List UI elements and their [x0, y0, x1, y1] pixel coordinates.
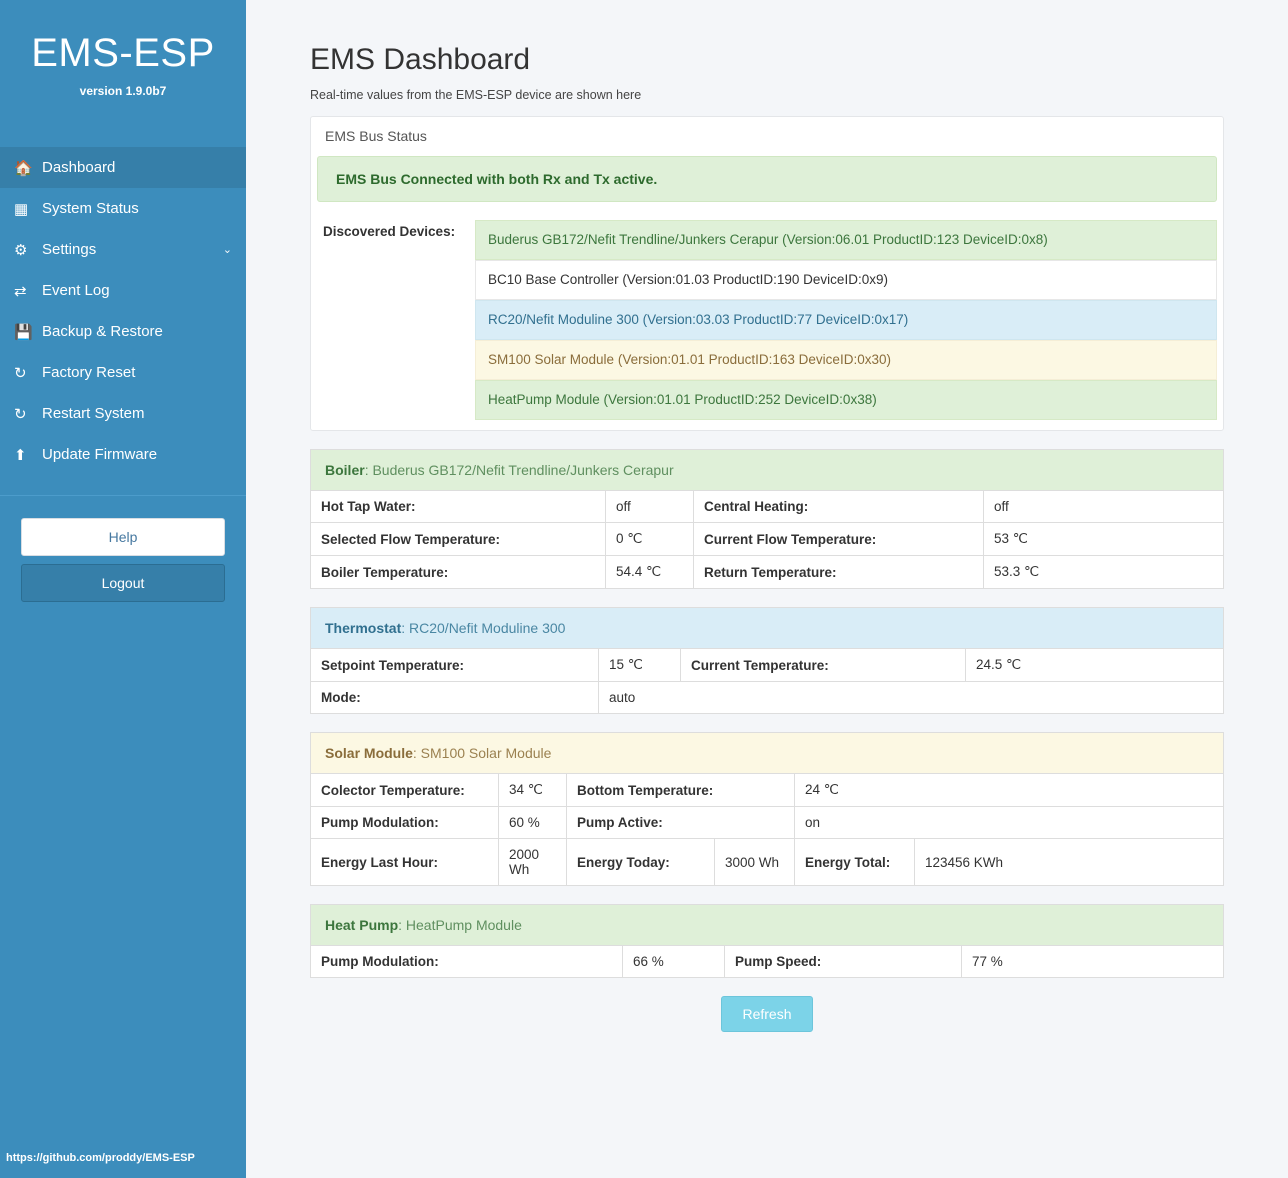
row-value: 2000 Wh: [499, 839, 567, 886]
table-row: [311, 774, 1224, 807]
sidebar-item-label: Factory Reset: [42, 364, 136, 381]
refresh-row: [310, 996, 1224, 1032]
sidebar-item-system-status[interactable]: [0, 188, 246, 229]
sidebar-item-label: System Status: [42, 200, 139, 217]
exchange-icon: ⇄: [14, 282, 27, 300]
list-item: BC10 Base Controller (Version:01.03 ProductID:190 DeviceID:0x9): [475, 260, 1217, 300]
section-title: Solar Module: [325, 745, 413, 761]
row-value: off: [984, 491, 1224, 523]
table-row: [311, 839, 1224, 886]
row-value: 60 %: [499, 807, 567, 839]
refresh-button[interactable]: Refresh: [721, 996, 812, 1032]
row-value: 77 %: [962, 946, 1224, 978]
sidebar-item-label: Settings: [42, 241, 97, 258]
sidebar-item-event-log[interactable]: [0, 270, 246, 311]
list-item: SM100 Solar Module (Version:01.01 ProductID:163 DeviceID:0x30): [475, 340, 1217, 380]
sidebar-button-stack: [0, 496, 246, 602]
row-value: off: [606, 491, 694, 523]
save-icon: 💾: [14, 323, 33, 341]
row-label: Boiler Temperature:: [311, 556, 606, 589]
row-label: Bottom Temperature:: [567, 774, 795, 807]
row-label: Energy Last Hour:: [311, 839, 499, 886]
row-label: Mode:: [311, 682, 599, 714]
solar-module-table: [310, 732, 1224, 886]
section-subtitle: : RC20/Nefit Moduline 300: [401, 620, 566, 636]
row-label: Pump Speed:: [725, 946, 962, 978]
table-row: [311, 649, 1224, 682]
row-label: Current Flow Temperature:: [694, 523, 984, 556]
discovered-devices-label: Discovered Devices:: [323, 224, 456, 239]
sidebar-item-label: Update Firmware: [42, 446, 158, 463]
bus-status-message: EMS Bus Connected with both Rx and Tx active.: [317, 156, 1217, 202]
sidebar-item-label: Dashboard: [42, 159, 116, 176]
logout-button[interactable]: Logout: [21, 564, 225, 602]
grid-icon: ▦: [14, 200, 29, 218]
ems-bus-status-panel: [310, 116, 1224, 431]
row-value: 53.3 ℃: [984, 556, 1224, 589]
list-item: Buderus GB172/Nefit Trendline/Junkers Cerapur (Version:06.01 ProductID:123 DeviceID:0x8): [475, 220, 1217, 260]
row-label: Selected Flow Temperature:: [311, 523, 606, 556]
sidebar-item-factory-reset[interactable]: [0, 352, 246, 393]
row-value: 15 ℃: [599, 649, 681, 682]
help-button[interactable]: Help: [21, 518, 225, 556]
row-value: 34 ℃: [499, 774, 567, 807]
row-label: Hot Tap Water:: [311, 491, 606, 523]
restart-icon: ↻: [14, 405, 27, 423]
row-label: Energy Total:: [795, 839, 915, 886]
row-label: Central Heating:: [694, 491, 984, 523]
row-value: 54.4 ℃: [606, 556, 694, 589]
page-title: EMS Dashboard: [310, 43, 531, 76]
section-subtitle: : HeatPump Module: [398, 917, 522, 933]
boiler-header-row: [311, 450, 1224, 491]
sidebar-item-restart-system[interactable]: [0, 393, 246, 434]
table-row: [311, 491, 1224, 523]
sidebar-item-label: Restart System: [42, 405, 145, 422]
sidebar-item-settings[interactable]: [0, 229, 246, 270]
section-subtitle: : SM100 Solar Module: [412, 745, 552, 761]
section-title: Boiler: [325, 462, 365, 478]
sidebar-nav: [0, 147, 246, 475]
boiler-table: [310, 449, 1224, 589]
home-icon: 🏠: [14, 159, 33, 177]
brand-block: [0, 0, 246, 147]
row-label: Setpoint Temperature:: [311, 649, 599, 682]
list-item: RC20/Nefit Moduline 300 (Version:03.03 ProductID:77 DeviceID:0x17): [475, 300, 1217, 340]
row-label: Energy Today:: [567, 839, 715, 886]
table-row: [311, 946, 1224, 978]
section-title: Thermostat: [325, 620, 402, 636]
row-label: Colector Temperature:: [311, 774, 499, 807]
row-label: Pump Modulation:: [311, 946, 623, 978]
ems-bus-status-title: EMS Bus Status: [311, 117, 1223, 156]
main-content: [246, 0, 1288, 1178]
github-link[interactable]: https://github.com/proddy/EMS-ESP: [6, 1152, 195, 1164]
device-list: [475, 220, 1217, 420]
row-label: Current Temperature:: [681, 649, 966, 682]
chevron-down-icon: ⌄: [222, 244, 232, 256]
section-subtitle: : Buderus GB172/Nefit Trendline/Junkers Cerapur: [364, 462, 674, 478]
row-value: 0 ℃: [606, 523, 694, 556]
heat-pump-table: [310, 904, 1224, 978]
list-item: HeatPump Module (Version:01.01 ProductID:252 DeviceID:0x38): [475, 380, 1217, 420]
brand-version: version 1.9.0b7: [79, 84, 167, 98]
row-value: 24 ℃: [795, 774, 1224, 807]
discovered-devices-section: [311, 208, 1223, 430]
section-title: Heat Pump: [325, 917, 399, 933]
page-subtitle: Real-time values from the EMS-ESP device are shown here: [310, 88, 642, 102]
gear-icon: ⚙: [14, 241, 28, 259]
refresh-icon: ↻: [14, 364, 27, 382]
row-value: on: [795, 807, 1224, 839]
row-value: 66 %: [623, 946, 725, 978]
row-label: Pump Modulation:: [311, 807, 499, 839]
thermostat-table: [310, 607, 1224, 714]
sidebar-item-label: Backup & Restore: [42, 323, 163, 340]
table-row: [311, 523, 1224, 556]
table-row: [311, 807, 1224, 839]
row-value: auto: [599, 682, 1224, 714]
sidebar-item-dashboard[interactable]: [0, 147, 246, 188]
table-row: [311, 682, 1224, 714]
sidebar-item-update-firmware[interactable]: [0, 434, 246, 475]
heatpump-header-row: [311, 905, 1224, 946]
row-value: 53 ℃: [984, 523, 1224, 556]
table-row: [311, 556, 1224, 589]
row-value: 3000 Wh: [715, 839, 795, 886]
sidebar-item-label: Event Log: [42, 282, 110, 299]
thermostat-header-row: [311, 608, 1224, 649]
row-label: Pump Active:: [567, 807, 795, 839]
row-label: Return Temperature:: [694, 556, 984, 589]
upload-icon: ⬆: [14, 446, 27, 464]
brand-title: EMS-ESP: [31, 31, 215, 75]
row-value: 123456 KWh: [915, 839, 1224, 886]
sidebar: [0, 0, 246, 1178]
row-value: 24.5 ℃: [966, 649, 1224, 682]
sidebar-item-backup-restore[interactable]: [0, 311, 246, 352]
solar-header-row: [311, 733, 1224, 774]
